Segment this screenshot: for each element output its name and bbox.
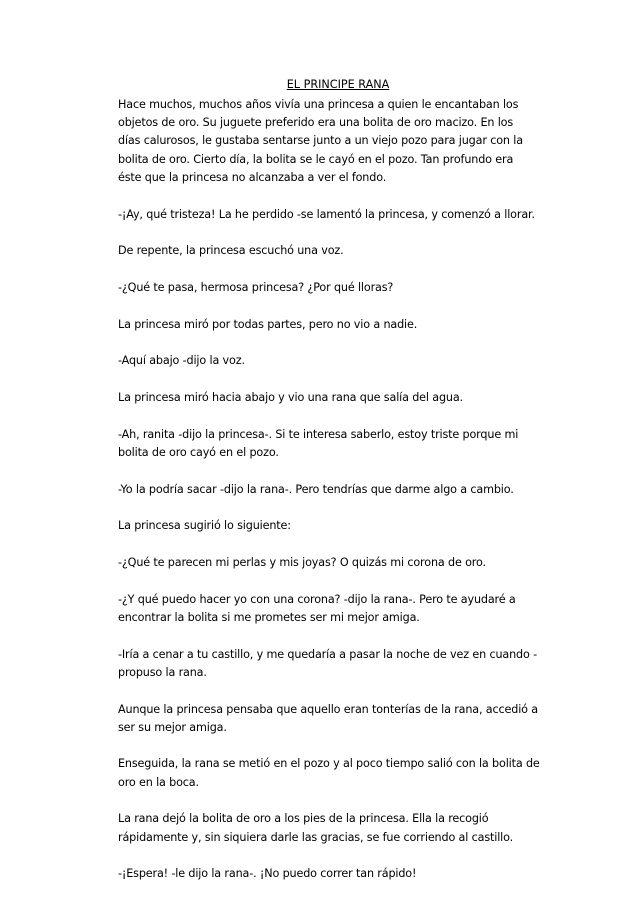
paragraph <box>118 352 558 370</box>
text-line: -Ah, ranita -dijo la princesa-. Si te interesa saberlo, estoy triste porque mi <box>118 427 519 441</box>
text-line: rápidamente y, sin siquiera darle las gracias, se fue corriendo al castillo. <box>118 830 514 844</box>
text-line: La princesa miró por todas partes, pero no vio a nadie. <box>118 317 418 331</box>
document-title: EL PRINCIPE RANA <box>286 78 390 91</box>
paragraph <box>118 701 558 737</box>
text-line: propuso la rana. <box>118 665 207 679</box>
paragraph <box>118 517 558 535</box>
text-line: Aunque la princesa pensaba que aquello eran tonterías de la rana, accedió a <box>118 702 538 716</box>
paragraph <box>118 426 558 462</box>
paragraph <box>118 591 558 627</box>
paragraph <box>118 755 558 791</box>
text-line: ser su mejor amiga. <box>118 720 227 734</box>
text-line: -¿Y qué puedo hacer yo con una corona? -dijo la rana-. Pero te ayudaré a <box>118 592 516 606</box>
paragraph <box>118 554 558 572</box>
document-body <box>118 96 558 883</box>
text-line: bolita de oro cayó en el pozo. <box>118 445 279 459</box>
paragraph <box>118 646 558 682</box>
text-line: De repente, la princesa escuchó una voz. <box>118 244 344 258</box>
text-line: -¿Qué te pasa, hermosa princesa? ¿Por qué lloras? <box>118 280 394 294</box>
text-line: objetos de oro. Su juguete preferido era una bolita de oro macizo. En los <box>118 116 514 130</box>
document-page <box>118 78 558 902</box>
paragraph <box>118 865 558 883</box>
text-line: -¡Espera! -le dijo la rana-. ¡No puedo correr tan rápido! <box>118 867 417 881</box>
text-line: Hace muchos, muchos años vivía una princesa a quien le encantaban los <box>118 98 519 111</box>
text-line: encontrar la bolita si me prometes ser mi mejor amiga. <box>118 610 420 624</box>
text-line: Enseguida, la rana se metió en el pozo y al poco tiempo salió con la bolita de <box>118 757 540 771</box>
paragraph <box>118 96 558 187</box>
paragraph <box>118 279 558 297</box>
paragraph <box>118 316 558 334</box>
text-line: oro en la boca. <box>118 775 199 789</box>
paragraph <box>118 810 558 846</box>
text-line: -Aquí abajo -dijo la voz. <box>118 354 245 368</box>
paragraph <box>118 481 558 499</box>
text-line: -¡Ay, qué tristeza! La he perdido -se lamentó la princesa, y comenzó a llorar. <box>118 207 535 221</box>
text-line: días calurosos, le gustaba sentarse junto a un viejo pozo para jugar con la <box>118 134 523 148</box>
text-line: bolita de oro. Cierto día, la bolita se le cayó en el pozo. Tan profundo era <box>118 152 514 166</box>
text-line: -¿Qué te parecen mi perlas y mis joyas? O quizás mi corona de oro. <box>118 556 486 570</box>
text-line: La rana dejó la bolita de oro a los pies de la princesa. Ella la recogió <box>118 812 489 826</box>
paragraph <box>118 389 558 407</box>
paragraph <box>118 242 558 260</box>
text-line: éste que la princesa no alcanzaba a ver el fondo. <box>118 170 387 184</box>
text-line: -Yo la podría sacar -dijo la rana-. Pero tendrías que darme algo a cambio. <box>118 482 514 496</box>
text-line: La princesa sugirió lo siguiente: <box>118 519 291 533</box>
paragraph <box>118 206 558 224</box>
text-line: La princesa miró hacia abajo y vio una rana que salía del agua. <box>118 391 463 405</box>
text-line: -Iría a cenar a tu castillo, y me quedaría a pasar la noche de vez en cuando - <box>118 647 537 661</box>
